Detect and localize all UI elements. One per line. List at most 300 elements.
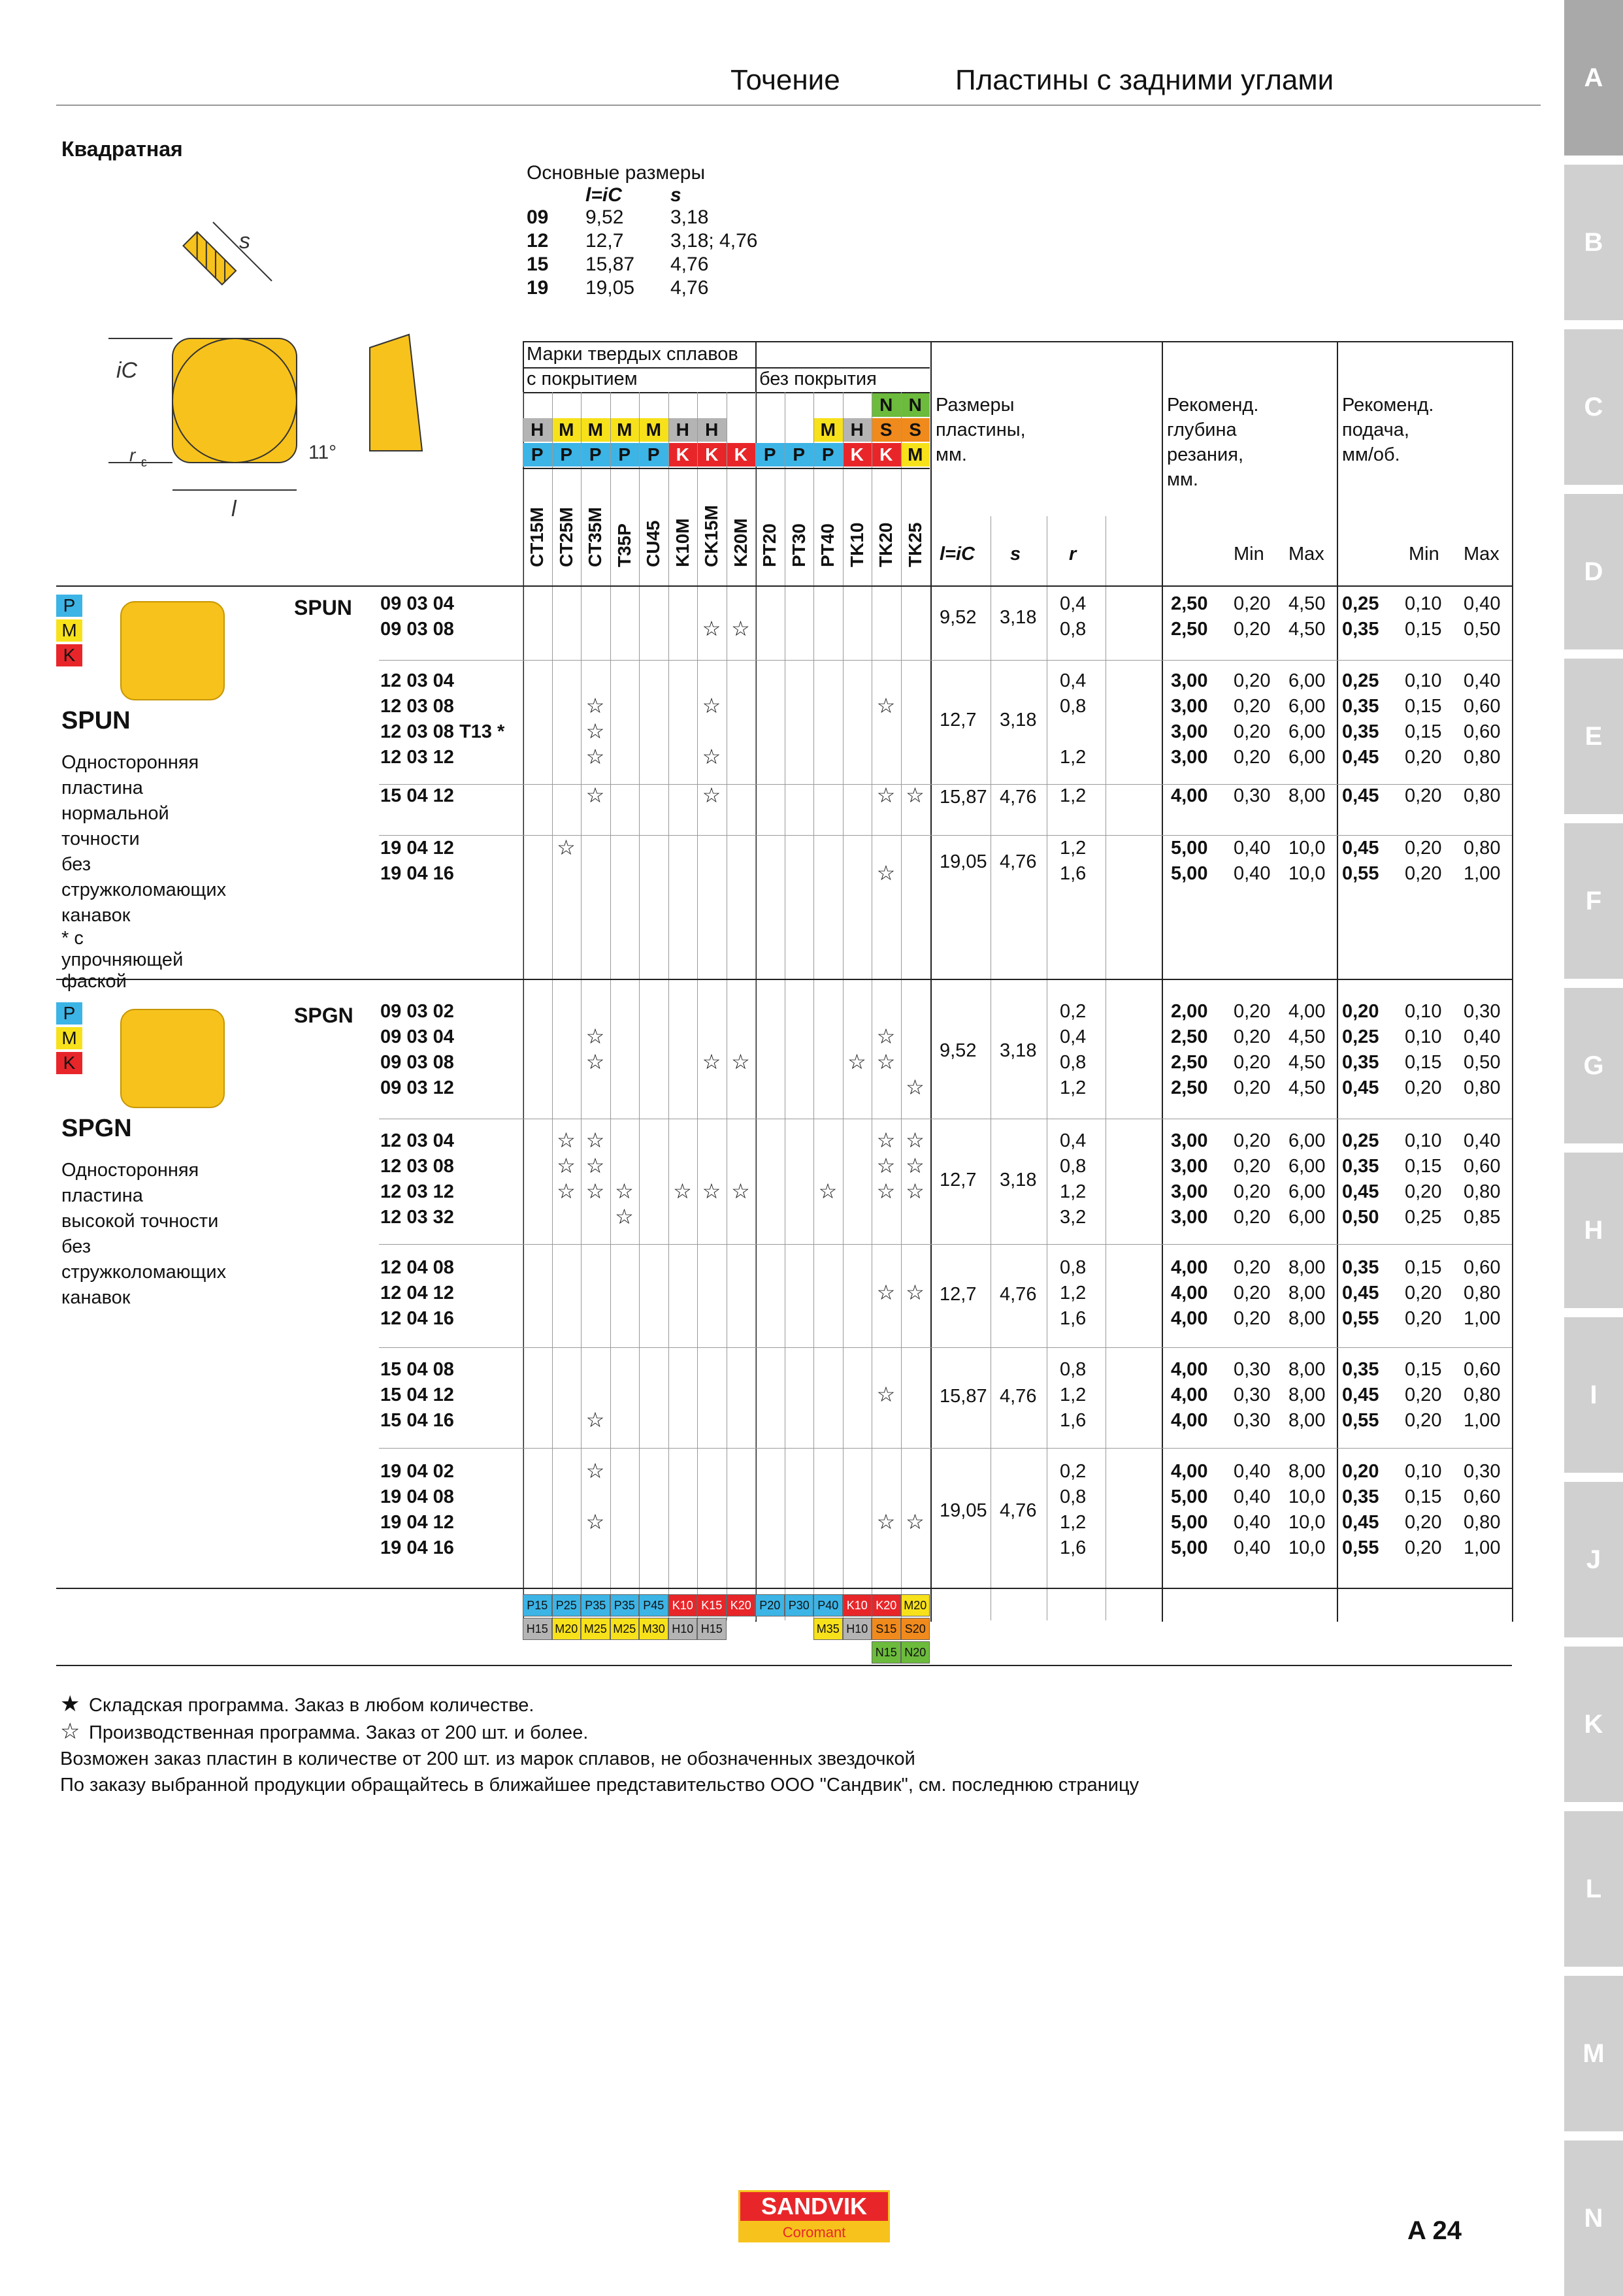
insert-code: 12 04 08: [380, 1257, 454, 1278]
insert-s: 4,76: [1000, 851, 1037, 872]
feed-rec: 0,25: [1342, 1026, 1379, 1047]
dims-l: 12,7: [585, 230, 624, 252]
iso-m: M: [56, 619, 82, 642]
depth-min-val: 0,40: [1234, 863, 1271, 884]
grade-code-cell: P40: [813, 1594, 843, 1616]
iso-k: K: [56, 1052, 82, 1074]
insert-r: 1,6: [1060, 1308, 1087, 1329]
insert-r: 0,4: [1060, 1130, 1087, 1151]
feed-min-val: 0,25: [1405, 1207, 1442, 1228]
grade-name: K10M: [672, 518, 693, 567]
insert-l: 15,87: [940, 786, 987, 808]
depth-rec: 2,50: [1171, 1026, 1208, 1047]
depth-max-val: 10,0: [1288, 1512, 1326, 1533]
grade-pk-cell: P: [755, 443, 785, 467]
feed-min-val: 0,20: [1405, 1181, 1442, 1202]
feed-max-val: 0,60: [1464, 1257, 1501, 1278]
grade-pk-cell: P: [785, 443, 814, 467]
label-ic: iC: [116, 358, 138, 383]
insert-code: 09 03 04: [380, 1026, 454, 1047]
insert-r: 0,4: [1060, 670, 1087, 691]
insert-l: 19,05: [940, 1500, 987, 1521]
depth-min-val: 0,20: [1234, 696, 1271, 717]
legend: [60, 1691, 1139, 1798]
grade-name: K20M: [730, 518, 751, 567]
insert-code: 19 04 08: [380, 1486, 454, 1507]
insert-r: 1,2: [1060, 1181, 1087, 1202]
feed-rec: 0,55: [1342, 1308, 1379, 1329]
depth-max-val: 6,00: [1288, 1130, 1326, 1151]
star-icon: ☆: [585, 1510, 605, 1533]
feed-max-val: 0,80: [1464, 1181, 1501, 1202]
feed-rec: 0,35: [1342, 1359, 1379, 1380]
feed-min-val: 0,15: [1405, 721, 1442, 742]
feed-min-val: 0,15: [1405, 1359, 1442, 1380]
side-tab-h: H: [1564, 1153, 1623, 1308]
star-icon: ☆: [585, 783, 605, 807]
dims-col-l: l=iC: [585, 184, 622, 206]
insert-code: 19 04 12: [380, 1512, 454, 1533]
dims-s: 3,18; 4,76: [670, 230, 758, 252]
side-profile-insert: [370, 335, 422, 451]
feed-rec: 0,55: [1342, 1537, 1379, 1558]
grade-code-cell: M25: [610, 1618, 640, 1640]
insert-r: 0,8: [1060, 1156, 1087, 1177]
feed-max-val: 0,40: [1464, 1130, 1501, 1151]
feed-min-val: 0,15: [1405, 1156, 1442, 1177]
depth-max: Max: [1288, 544, 1324, 565]
depth-min-val: 0,30: [1234, 785, 1271, 806]
depth-max-val: 4,00: [1288, 1001, 1326, 1022]
insert-r: 1,2: [1060, 747, 1087, 768]
side-tab-g: G: [1564, 988, 1623, 1143]
feed-header-0: Рекоменд.: [1342, 395, 1434, 416]
grade-pk-cell: P: [813, 443, 843, 467]
star-icon: ☆: [731, 617, 750, 640]
grade-hm-cell: S: [901, 418, 930, 442]
pk-line: [523, 468, 930, 469]
depth-min-val: 0,30: [1234, 1385, 1271, 1405]
insert-r: 1,2: [1060, 1077, 1087, 1098]
grades-label: Марки твердых сплавов: [527, 344, 738, 365]
feed-min-val: 0,20: [1405, 1537, 1442, 1558]
star-icon: ☆: [906, 783, 925, 807]
depth-max-val: 6,00: [1288, 721, 1326, 742]
insert-code: 15 04 16: [380, 1410, 454, 1431]
feed-min-val: 0,15: [1405, 1052, 1442, 1073]
grade-hm-cell: H: [668, 418, 698, 442]
legend-row: [60, 1772, 1139, 1798]
label-angle: 11°: [308, 442, 337, 463]
grade-pk-cell: K: [727, 443, 756, 467]
insert-s: 4,76: [1000, 1385, 1037, 1407]
star-icon: ☆: [702, 783, 721, 807]
dims-s: 3,18: [670, 206, 709, 228]
grade-code-cell: M20: [901, 1594, 930, 1616]
feed-rec: 0,25: [1342, 670, 1379, 691]
feed-max: Max: [1464, 544, 1500, 565]
side-tab-k: K: [1564, 1647, 1623, 1802]
feed-min-val: 0,20: [1405, 1077, 1442, 1098]
feed-rec: 0,35: [1342, 721, 1379, 742]
feed-max-val: 0,60: [1464, 696, 1501, 717]
star-icon: ☆: [557, 1179, 576, 1203]
star-icon: ☆: [585, 1408, 605, 1432]
star-icon: ☆: [731, 1179, 750, 1203]
feed-max-val: 0,30: [1464, 1461, 1501, 1482]
feed-max-val: 1,00: [1464, 1537, 1501, 1558]
star-icon: ☆: [585, 1025, 605, 1048]
depth-rec: 4,00: [1171, 1461, 1208, 1482]
star-icon: ☆: [557, 836, 576, 859]
grade-hm-cell: H: [843, 418, 872, 442]
grade-hm-cell: H: [697, 418, 727, 442]
depth-min-val: 0,20: [1234, 619, 1271, 640]
grade-vline: [668, 392, 669, 1620]
filled-star-icon: ★: [60, 1692, 80, 1716]
depth-max-val: 6,00: [1288, 1181, 1326, 1202]
depth-max-val: 4,50: [1288, 1052, 1326, 1073]
grade-name: TK20: [876, 522, 896, 567]
grade-pk-cell: M: [901, 443, 930, 467]
grade-name: CT25M: [555, 507, 576, 567]
grade-vline: [843, 392, 844, 1620]
insert-code: 12 03 08: [380, 1156, 454, 1177]
grade-vline: [697, 392, 698, 1620]
depth-rec: 3,00: [1171, 1156, 1208, 1177]
section-title: Точение: [730, 64, 840, 96]
feed-min-val: 0,20: [1405, 1283, 1442, 1304]
feed-rec: 0,45: [1342, 1283, 1379, 1304]
star-icon: ☆: [702, 1050, 721, 1074]
grade-code-cell: H15: [523, 1618, 552, 1640]
side-view-insert: [183, 232, 236, 285]
grade-code-cell: K15: [697, 1594, 727, 1616]
depth-max-val: 10,0: [1288, 863, 1326, 884]
feed-min-val: 0,10: [1405, 1461, 1442, 1482]
depth-min-val: 0,20: [1234, 670, 1271, 691]
main-dims-header: [527, 184, 801, 206]
dims-code: 09: [527, 206, 549, 228]
feed-min-val: 0,10: [1405, 593, 1442, 614]
grade-pk-cell: P: [552, 443, 582, 467]
side-tab-a: A: [1564, 0, 1623, 156]
side-tab-c: C: [1564, 329, 1623, 485]
depth-min-val: 0,20: [1234, 721, 1271, 742]
group-separator: [379, 1244, 1512, 1245]
star-icon: ☆: [557, 1154, 576, 1177]
side-tab-b: B: [1564, 165, 1623, 320]
feed-rec: 0,45: [1342, 785, 1379, 806]
depth-rec: 3,00: [1171, 670, 1208, 691]
side-tab-j: J: [1564, 1482, 1623, 1637]
grade-pk-cell: K: [843, 443, 872, 467]
depth-min-val: 0,20: [1234, 1308, 1271, 1329]
insert-code: 12 03 32: [380, 1207, 454, 1228]
insert-r: 0,8: [1060, 1257, 1087, 1278]
depth-max-val: 6,00: [1288, 1207, 1326, 1228]
feed-min-val: 0,10: [1405, 1026, 1442, 1047]
side-tab-m: M: [1564, 1976, 1623, 2131]
grade-pk-cell: P: [639, 443, 668, 467]
legend-text: Производственная программа. Заказ от 200 шт. и более.: [89, 1722, 589, 1743]
grade-hm-cell: M: [581, 418, 610, 442]
grade-code-cell: M20: [552, 1618, 582, 1640]
grade-code-cell: M30: [639, 1618, 668, 1640]
star-icon: ☆: [876, 1128, 896, 1152]
star-icon: ☆: [702, 694, 721, 717]
depth-max-val: 10,0: [1288, 1486, 1326, 1507]
star-icon: ☆: [731, 1050, 750, 1074]
main-dims-row: [527, 230, 801, 254]
iso-p: P: [56, 595, 82, 617]
feed-max-val: 0,50: [1464, 1052, 1501, 1073]
page-number: A 24: [1407, 2216, 1462, 2245]
grade-code-cell: P15: [523, 1594, 552, 1616]
grade-vline: [552, 392, 553, 1620]
insert-l: 9,52: [940, 607, 977, 628]
insert-s: 3,18: [1000, 607, 1037, 628]
insert-code: 12 03 12: [380, 747, 454, 768]
grade-code-cell: K20: [727, 1594, 756, 1616]
insert-code: 19 04 16: [380, 1537, 454, 1558]
grade-name: TK10: [846, 522, 867, 567]
depth-min-val: 0,40: [1234, 1512, 1271, 1533]
depth-rec: 3,00: [1171, 1181, 1208, 1202]
grade-n-cell: N: [872, 393, 901, 417]
depth-max-val: 8,00: [1288, 1410, 1326, 1431]
insert-code: 09 03 04: [380, 593, 454, 614]
grade-hm-cell: M: [813, 418, 843, 442]
depth-rec: 5,00: [1171, 1512, 1208, 1533]
feed-max-val: 0,80: [1464, 747, 1501, 768]
star-icon: ☆: [615, 1179, 634, 1203]
dims-col-code: [527, 184, 585, 206]
star-icon: ☆: [585, 1128, 605, 1152]
grade-code-cell: P25: [552, 1594, 582, 1616]
star-icon: ☆: [702, 1179, 721, 1203]
spun-footnote: * с упрочняющей фаской: [61, 928, 184, 992]
feed-min-val: 0,10: [1405, 670, 1442, 691]
feed-header-1: подача,: [1342, 419, 1409, 440]
spgn-code: SPGN: [294, 1004, 353, 1027]
insert-r: 0,8: [1060, 619, 1087, 640]
dims-l: 19,05: [585, 277, 635, 299]
insert-l: 12,7: [940, 710, 977, 730]
feed-rec: 0,35: [1342, 1052, 1379, 1073]
star-icon: ☆: [906, 1179, 925, 1203]
depth-rec: 5,00: [1171, 1537, 1208, 1558]
dims-header-1: пластины,: [936, 419, 1026, 440]
sandvik-logo: SANDVIK Coromant: [738, 2190, 890, 2242]
depth-rec: 4,00: [1171, 1385, 1208, 1405]
insert-code: 15 04 12: [380, 1385, 454, 1405]
dims-s: 4,76: [670, 254, 709, 275]
dims-l: 9,52: [585, 206, 624, 228]
feed-min-val: 0,20: [1405, 747, 1442, 768]
dims-code: 15: [527, 254, 549, 275]
insert-code: 15 04 12: [380, 785, 454, 806]
depth-rec: 3,00: [1171, 747, 1208, 768]
depth-rec: 2,50: [1171, 1077, 1208, 1098]
grade-vline: [813, 392, 814, 1620]
grade-name: TK25: [904, 522, 925, 567]
grade-code-cell: K10: [843, 1594, 872, 1616]
legend-row: [60, 1746, 1139, 1772]
dims-col-s: s: [670, 184, 681, 206]
star-icon: ☆: [615, 1205, 634, 1228]
grade-code-cell: K20: [872, 1594, 901, 1616]
feed-rec: 0,45: [1342, 747, 1379, 768]
insert-code: 12 04 12: [380, 1283, 454, 1304]
grade-pk-cell: K: [697, 443, 727, 467]
grade-code-cell: N20: [901, 1641, 930, 1664]
grade-hm-cell: M: [552, 418, 582, 442]
depth-rec: 3,00: [1171, 1207, 1208, 1228]
main-dims-title: Основные размеры: [527, 162, 706, 184]
label-s: s: [239, 229, 250, 254]
feed-rec: 0,45: [1342, 1077, 1379, 1098]
insert-s: 4,76: [1000, 1283, 1037, 1305]
depth-min-val: 0,20: [1234, 1130, 1271, 1151]
main-dims: [527, 162, 801, 301]
depth-rec: 5,00: [1171, 863, 1208, 884]
insert-diagram: [56, 196, 527, 523]
feed-max-val: 0,30: [1464, 1001, 1501, 1022]
depth-rec: 2,00: [1171, 1001, 1208, 1022]
table-bottom-line: [56, 1665, 1512, 1666]
insert-r: 1,6: [1060, 1537, 1087, 1558]
table-top-line: [523, 341, 1512, 342]
depth-min-val: 0,20: [1234, 1207, 1271, 1228]
star-icon: ☆: [557, 1128, 576, 1152]
col-l-header: l=iC: [940, 544, 975, 565]
star-icon: ☆: [585, 694, 605, 717]
spun-insert-image: [120, 601, 225, 700]
feed-max-val: 1,00: [1464, 863, 1501, 884]
legend-text: По заказу выбранной продукции обращайтесь в ближайшее представительство ООО "Сандвик", см. последнюю страницу: [60, 1775, 1139, 1796]
feed-max-val: 0,50: [1464, 619, 1501, 640]
uncoated-label: без покрытия: [759, 369, 877, 389]
feed-rec: 0,35: [1342, 696, 1379, 717]
insert-r: 0,2: [1060, 1461, 1087, 1482]
depth-max-val: 4,50: [1288, 1077, 1326, 1098]
star-icon: ☆: [585, 1179, 605, 1203]
grade-code-cell: S15: [872, 1618, 901, 1640]
grade-vline: [639, 392, 640, 1620]
grade-code-cell: P35: [581, 1594, 610, 1616]
grade-name: CT15M: [527, 507, 547, 567]
insert-code: 09 03 12: [380, 1077, 454, 1098]
star-icon: ☆: [876, 1025, 896, 1048]
depth-header-3: мм.: [1167, 469, 1198, 490]
grade-name: PT20: [759, 523, 779, 567]
feed-max-val: 0,80: [1464, 1385, 1501, 1405]
depth-min-val: 0,30: [1234, 1359, 1271, 1380]
feed-rec: 0,35: [1342, 1156, 1379, 1177]
side-tab-n: N: [1564, 2140, 1623, 2296]
feed-header-2: мм/об.: [1342, 444, 1400, 465]
svg-text:ε: ε: [141, 455, 147, 470]
feed-rec: 0,55: [1342, 1410, 1379, 1431]
group-separator: [379, 784, 1512, 785]
depth-rec: 4,00: [1171, 785, 1208, 806]
feed-max-val: 0,80: [1464, 838, 1501, 859]
insert-l: 12,7: [940, 1170, 977, 1190]
feed-min-val: 0,20: [1405, 785, 1442, 806]
grade-code-cell: S20: [901, 1618, 930, 1640]
star-icon: ☆: [906, 1510, 925, 1533]
depth-min-val: 0,20: [1234, 1001, 1271, 1022]
star-icon: ☆: [876, 1154, 896, 1177]
grade-code-cell: P30: [785, 1594, 814, 1616]
insert-r: 1,2: [1060, 785, 1087, 806]
star-icon: ☆: [876, 861, 896, 885]
depth-rec: 4,00: [1171, 1410, 1208, 1431]
feed-min-val: 0,20: [1405, 1512, 1442, 1533]
grade-pk-cell: K: [872, 443, 901, 467]
depth-max-val: 10,0: [1288, 1537, 1326, 1558]
insert-l: 19,05: [940, 851, 987, 872]
feed-max-val: 0,85: [1464, 1207, 1501, 1228]
grade-code-cell: H15: [697, 1618, 727, 1640]
insert-l: 15,87: [940, 1385, 987, 1407]
feed-rec: 0,55: [1342, 863, 1379, 884]
depth-max-val: 8,00: [1288, 1359, 1326, 1380]
feed-max-val: 0,60: [1464, 721, 1501, 742]
group-separator: [379, 1448, 1512, 1449]
feed-max-val: 0,80: [1464, 1283, 1501, 1304]
dims-s: 4,76: [670, 277, 709, 299]
insert-code: 12 03 04: [380, 670, 454, 691]
star-icon: ☆: [876, 783, 896, 807]
depth-max-val: 8,00: [1288, 1257, 1326, 1278]
depth-header-2: резания,: [1167, 444, 1244, 465]
col-r-header: r: [1069, 544, 1077, 565]
insert-r: 0,8: [1060, 1359, 1087, 1380]
grade-code-cell: H10: [843, 1618, 872, 1640]
star-icon: ☆: [876, 1383, 896, 1406]
feed-rec: 0,25: [1342, 1130, 1379, 1151]
col-s-header: s: [1010, 544, 1021, 565]
group-separator: [56, 979, 1512, 980]
grade-n-cell: N: [901, 393, 930, 417]
feed-max-val: 0,60: [1464, 1359, 1501, 1380]
side-tab-i: I: [1564, 1317, 1623, 1473]
depth-rec: 2,50: [1171, 1052, 1208, 1073]
feed-min-val: 0,15: [1405, 619, 1442, 640]
depth-min-val: 0,20: [1234, 1026, 1271, 1047]
insert-r: 0,8: [1060, 1052, 1087, 1073]
side-tab-l: L: [1564, 1811, 1623, 1967]
insert-s: 3,18: [1000, 1040, 1037, 1061]
group-separator: [379, 660, 1512, 661]
depth-header-1: глубина: [1167, 419, 1237, 440]
insert-s: 3,18: [1000, 710, 1037, 730]
depth-max-val: 6,00: [1288, 670, 1326, 691]
feed-rec: 0,45: [1342, 838, 1379, 859]
grade-hm-cell: M: [639, 418, 668, 442]
dims-header-2: мм.: [936, 444, 967, 465]
depth-rec: 2,50: [1171, 593, 1208, 614]
side-tab-f: F: [1564, 823, 1623, 979]
star-icon: ☆: [876, 694, 896, 717]
feed-min-val: 0,20: [1405, 1308, 1442, 1329]
feed-min-val: 0,20: [1405, 838, 1442, 859]
depth-max-val: 4,50: [1288, 593, 1326, 614]
depth-rec: 3,00: [1171, 1130, 1208, 1151]
table-vline: [1162, 341, 1163, 1622]
